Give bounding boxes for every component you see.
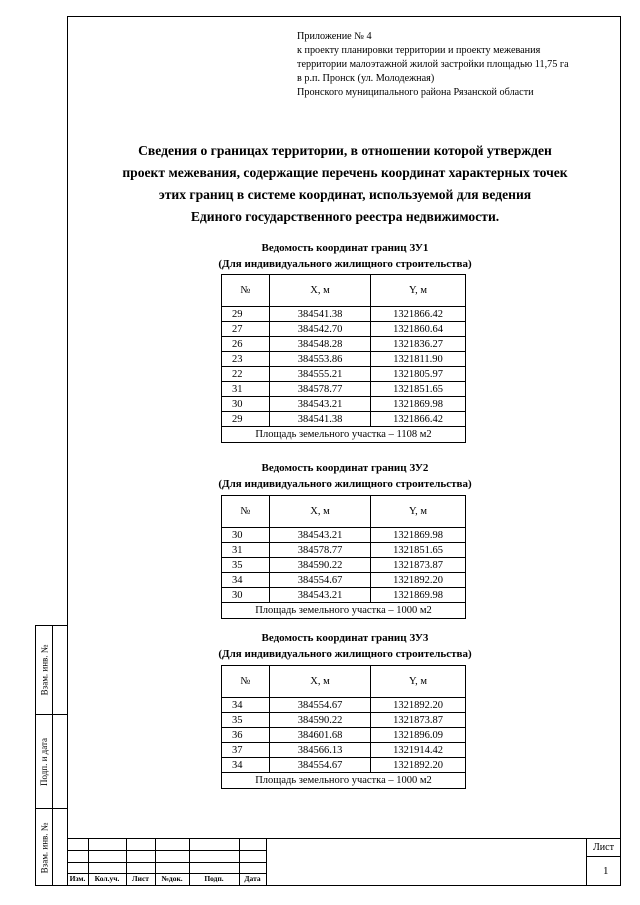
col-header-num: №: [222, 496, 270, 528]
section-subtitle: (Для индивидуального жилищного строительства): [218, 258, 472, 270]
table-row: [222, 758, 466, 773]
coord-x: 384554.67: [270, 758, 371, 773]
table-row: [222, 528, 466, 543]
coord-y: 1321811.90: [371, 352, 466, 367]
stamp-line: [67, 838, 621, 839]
stamp-label-kol: Кол.уч.: [94, 874, 120, 883]
col-header-x: X, м: [270, 275, 371, 307]
point-number: 30: [222, 397, 270, 412]
coord-x: 384541.38: [270, 412, 371, 427]
coords-table-zu2: [221, 495, 466, 619]
side-cell-inv: [36, 809, 52, 887]
col-header-num: №: [222, 275, 270, 307]
heading-line: этих границ в системе координат, используемой для ведения: [158, 187, 532, 202]
col-header-num: №: [222, 666, 270, 698]
table-row: [222, 322, 466, 337]
col-header-x: X, м: [270, 666, 371, 698]
section-title: Ведомость координат границ ЗУ1: [261, 242, 429, 254]
coord-x: 384553.86: [270, 352, 371, 367]
side-cell-vzam: [36, 626, 52, 715]
coord-y: 1321860.64: [371, 322, 466, 337]
appendix-line: Пронского муниципального района Рязанской области: [297, 87, 534, 98]
point-number: 29: [222, 412, 270, 427]
coord-y: 1321869.98: [371, 528, 466, 543]
section-title-zu1: [70, 240, 620, 272]
coord-x: 384554.67: [270, 573, 371, 588]
side-blank-1: [52, 626, 68, 715]
table-row: [222, 743, 466, 758]
table-row: [222, 728, 466, 743]
point-number: 31: [222, 543, 270, 558]
point-number: 26: [222, 337, 270, 352]
coord-y: 1321869.98: [371, 397, 466, 412]
coord-x: 384601.68: [270, 728, 371, 743]
point-number: 30: [222, 528, 270, 543]
side-label-podp: Подп. и дата: [39, 737, 49, 786]
stamp-line: [266, 838, 267, 886]
section-subtitle: (Для индивидуального жилищного строительства): [218, 478, 472, 490]
coord-x: 384590.22: [270, 713, 371, 728]
point-number: 27: [222, 322, 270, 337]
coord-y: 1321866.42: [371, 412, 466, 427]
col-header-y: Y, м: [371, 275, 466, 307]
coord-y: 1321892.20: [371, 573, 466, 588]
coord-y: 1321892.20: [371, 758, 466, 773]
sheet-label: Лист: [593, 842, 614, 853]
coord-y: 1321851.65: [371, 543, 466, 558]
coord-x: 384542.70: [270, 322, 371, 337]
sheet-number: 1: [603, 865, 609, 877]
section-title: Ведомость координат границ ЗУ2: [261, 462, 429, 474]
point-number: 29: [222, 307, 270, 322]
coord-y: 1321851.65: [371, 382, 466, 397]
appendix-line: территории малоэтажной жилой застройки площадью 11,75 га: [297, 59, 569, 70]
side-blank-2: [52, 715, 68, 809]
area-row: [222, 603, 466, 619]
table-row: [222, 397, 466, 412]
point-number: 35: [222, 558, 270, 573]
coord-y: 1321866.42: [371, 307, 466, 322]
stamp-label-data: Дата: [244, 874, 261, 883]
coord-x: 384543.21: [270, 528, 371, 543]
point-number: 31: [222, 382, 270, 397]
stamp-label-podp: Подп.: [204, 874, 224, 883]
point-number: 34: [222, 758, 270, 773]
point-number: 37: [222, 743, 270, 758]
appendix-header: [297, 30, 569, 100]
title-block: [67, 838, 621, 886]
table-row: [222, 588, 466, 603]
table-row: [222, 713, 466, 728]
point-number: 30: [222, 588, 270, 603]
heading-line: Сведения о границах территории, в отношении которой утвержден: [138, 143, 552, 158]
parcel-area: Площадь земельного участка – 1108 м2: [222, 427, 466, 443]
appendix-line: в р.п. Пронск (ул. Молодежная): [297, 73, 435, 84]
table-row: [222, 558, 466, 573]
table-row: [222, 307, 466, 322]
coord-x: 384554.67: [270, 698, 371, 713]
table-header-row: [222, 496, 466, 528]
coord-y: 1321869.98: [371, 588, 466, 603]
appendix-line: к проекту планировки территории и проекту межевания: [297, 45, 541, 56]
stamp-label-ndok: №док.: [161, 874, 183, 883]
coord-x: 384578.77: [270, 543, 371, 558]
point-number: 35: [222, 713, 270, 728]
coord-y: 1321896.09: [371, 728, 466, 743]
stamp-label-list: Лист: [132, 874, 149, 883]
col-header-y: Y, м: [371, 666, 466, 698]
section-title-zu2: [70, 460, 620, 492]
coord-y: 1321892.20: [371, 698, 466, 713]
parcel-area: Площадь земельного участка – 1000 м2: [222, 773, 466, 789]
appendix-line: Приложение № 4: [297, 31, 372, 42]
coords-table-zu3: [221, 665, 466, 789]
table-header-row: [222, 275, 466, 307]
coord-y: 1321873.87: [371, 713, 466, 728]
table-row: [222, 382, 466, 397]
stamp-line: [67, 850, 266, 851]
coord-x: 384555.21: [270, 367, 371, 382]
area-row: [222, 427, 466, 443]
table-row: [222, 367, 466, 382]
coord-y: 1321805.97: [371, 367, 466, 382]
table-row: [222, 698, 466, 713]
side-stamp-labels: [36, 626, 53, 885]
section-subtitle: (Для индивидуального жилищного строительства): [218, 648, 472, 660]
coord-y: 1321836.27: [371, 337, 466, 352]
table-row: [222, 412, 466, 427]
stamp-label-izm: Изм.: [69, 874, 86, 883]
coord-x: 384548.28: [270, 337, 371, 352]
coord-x: 384543.21: [270, 588, 371, 603]
area-row: [222, 773, 466, 789]
coords-table-zu1: [221, 274, 466, 443]
point-number: 36: [222, 728, 270, 743]
document-heading: [70, 140, 620, 228]
heading-line: Единого государственного реестра недвижимости.: [190, 209, 500, 224]
section-title-zu3: [70, 630, 620, 662]
section-title: Ведомость координат границ ЗУ3: [261, 632, 429, 644]
coord-y: 1321914.42: [371, 743, 466, 758]
point-number: 34: [222, 698, 270, 713]
parcel-area: Площадь земельного участка – 1000 м2: [222, 603, 466, 619]
table-header-row: [222, 666, 466, 698]
heading-line: проект межевания, содержащие перечень координат характерных точек: [122, 165, 568, 180]
table-row: [222, 573, 466, 588]
point-number: 22: [222, 367, 270, 382]
side-stamp: [35, 625, 67, 886]
point-number: 34: [222, 573, 270, 588]
coord-x: 384543.21: [270, 397, 371, 412]
col-header-y: Y, м: [371, 496, 466, 528]
col-header-x: X, м: [270, 496, 371, 528]
table-row: [222, 337, 466, 352]
coord-x: 384541.38: [270, 307, 371, 322]
coord-x: 384590.22: [270, 558, 371, 573]
side-label-vzam: Взам. инв. №: [39, 644, 49, 696]
side-label-inv: Взам. инв. №: [39, 822, 49, 874]
side-cell-podp: [36, 715, 52, 809]
coord-x: 384566.13: [270, 743, 371, 758]
point-number: 23: [222, 352, 270, 367]
stamp-line: [586, 838, 587, 886]
coord-x: 384578.77: [270, 382, 371, 397]
stamp-line: [586, 856, 621, 857]
coord-y: 1321873.87: [371, 558, 466, 573]
table-row: [222, 543, 466, 558]
table-row: [222, 352, 466, 367]
stamp-line: [67, 862, 266, 863]
